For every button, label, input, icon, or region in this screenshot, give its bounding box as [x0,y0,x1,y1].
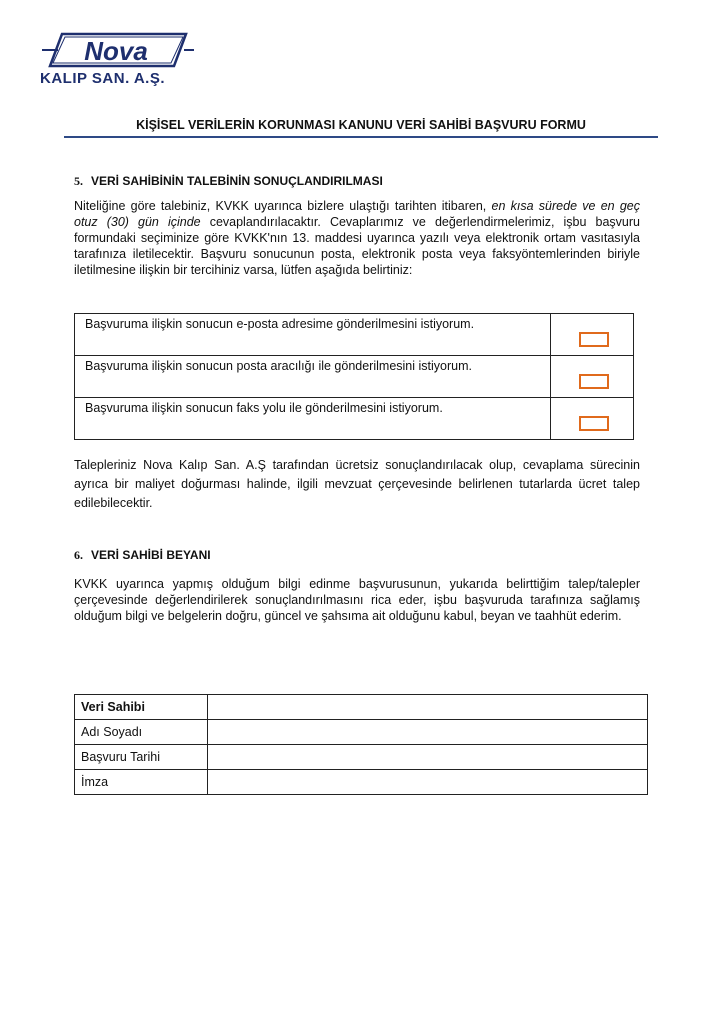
signature-label: İmza [75,770,208,795]
section-6-title: VERİ SAHİBİ BEYANI [91,548,211,562]
option-label-email: Başvuruma ilişkin sonucun e-posta adresime gönderilmesini istiyorum. [75,314,551,356]
section-5-number: 5. [74,174,83,188]
intro-text: Niteliğine göre talebiniz, KVKK uyarınca bizlere ulaştığı tarihten itibaren, [74,199,492,213]
signature-field[interactable] [207,770,647,795]
fee-note: Talepleriniz Nova Kalıp San. A.Ş tarafından ücretsiz sonuçlandırılacak olup, cevaplama sürecinin ayrıca bir maliyet doğurması halinde, ilgili mevzuat çerçevesinde belirlenen tutarlarda ücret talep edilebilecektir. [74,458,640,510]
option-label-fax: Başvuruma ilişkin sonucun faks yolu ile gönderilmesini istiyorum. [75,398,551,440]
section-6-heading [74,548,211,563]
date-field[interactable] [207,745,647,770]
option-label-post: Başvuruma ilişkin sonucun posta aracılığı ile gönderilmesini istiyorum. [75,356,551,398]
declaration-text: KVKK uyarınca yapmış olduğum bilgi edinme başvurusunun, yukarıda belirttiğim talep/talepler çerçevesinde değerlendirilerek sonuçlandırılmasını rica eder, işbu başvuruda tarafınıza sağlamış olduğum bilgi ve belgelerin doğru, güncel ve şahsıma ait olduğunu kabul, beyan ve taahhüt ederim. [74,577,640,623]
form-title: KİŞİSEL VERİLERİN KORUNMASI KANUNU VERİ SAHİBİ BAŞVURU FORMU [136,118,586,132]
applicant-table [74,694,648,795]
logo-wordmark: Nova [84,36,148,66]
option-row-post [75,356,634,398]
applicant-header: Veri Sahibi [75,695,208,720]
post-checkbox[interactable] [579,374,609,389]
table-row [75,770,648,795]
section-5-title: VERİ SAHİBİNİN TALEBİNİN SONUÇLANDIRILMASI [91,174,383,188]
company-name: KALIP SAN. A.Ş. [40,70,166,87]
option-row-email [75,314,634,356]
option-row-fax [75,398,634,440]
table-row [75,720,648,745]
date-label: Başvuru Tarihi [75,745,208,770]
intro-text-cont: cevaplandırılacaktır. Cevaplarımız ve değerlendirmelerimiz, işbu başvuru formundaki seçiminize göre KVKK'nın 13. maddesi uyarınca yazılı veya elektronik ortam vasıtasıyla tarafınıza iletilecektir. Başvuru sonucunun posta, elektronik posta veya faksyöntemlerinden biriyle iletilmesine ilişkin bir tercihiniz varsa, lütfen aşağıda belirtiniz: [74,215,641,277]
section-6-number: 6. [74,548,83,562]
name-field[interactable] [207,720,647,745]
email-checkbox[interactable] [579,332,609,347]
fax-checkbox[interactable] [579,416,609,431]
applicant-header-value[interactable] [207,695,647,720]
delivery-options-table [74,313,634,440]
table-row [75,745,648,770]
table-row [75,695,648,720]
section-5-intro [74,198,640,278]
section-5-heading [74,174,383,189]
title-divider [64,136,658,138]
name-label: Adı Soyadı [75,720,208,745]
intro-emphasis: en kısa sürede ve en geç otuz (30) gün içinde [74,199,640,229]
